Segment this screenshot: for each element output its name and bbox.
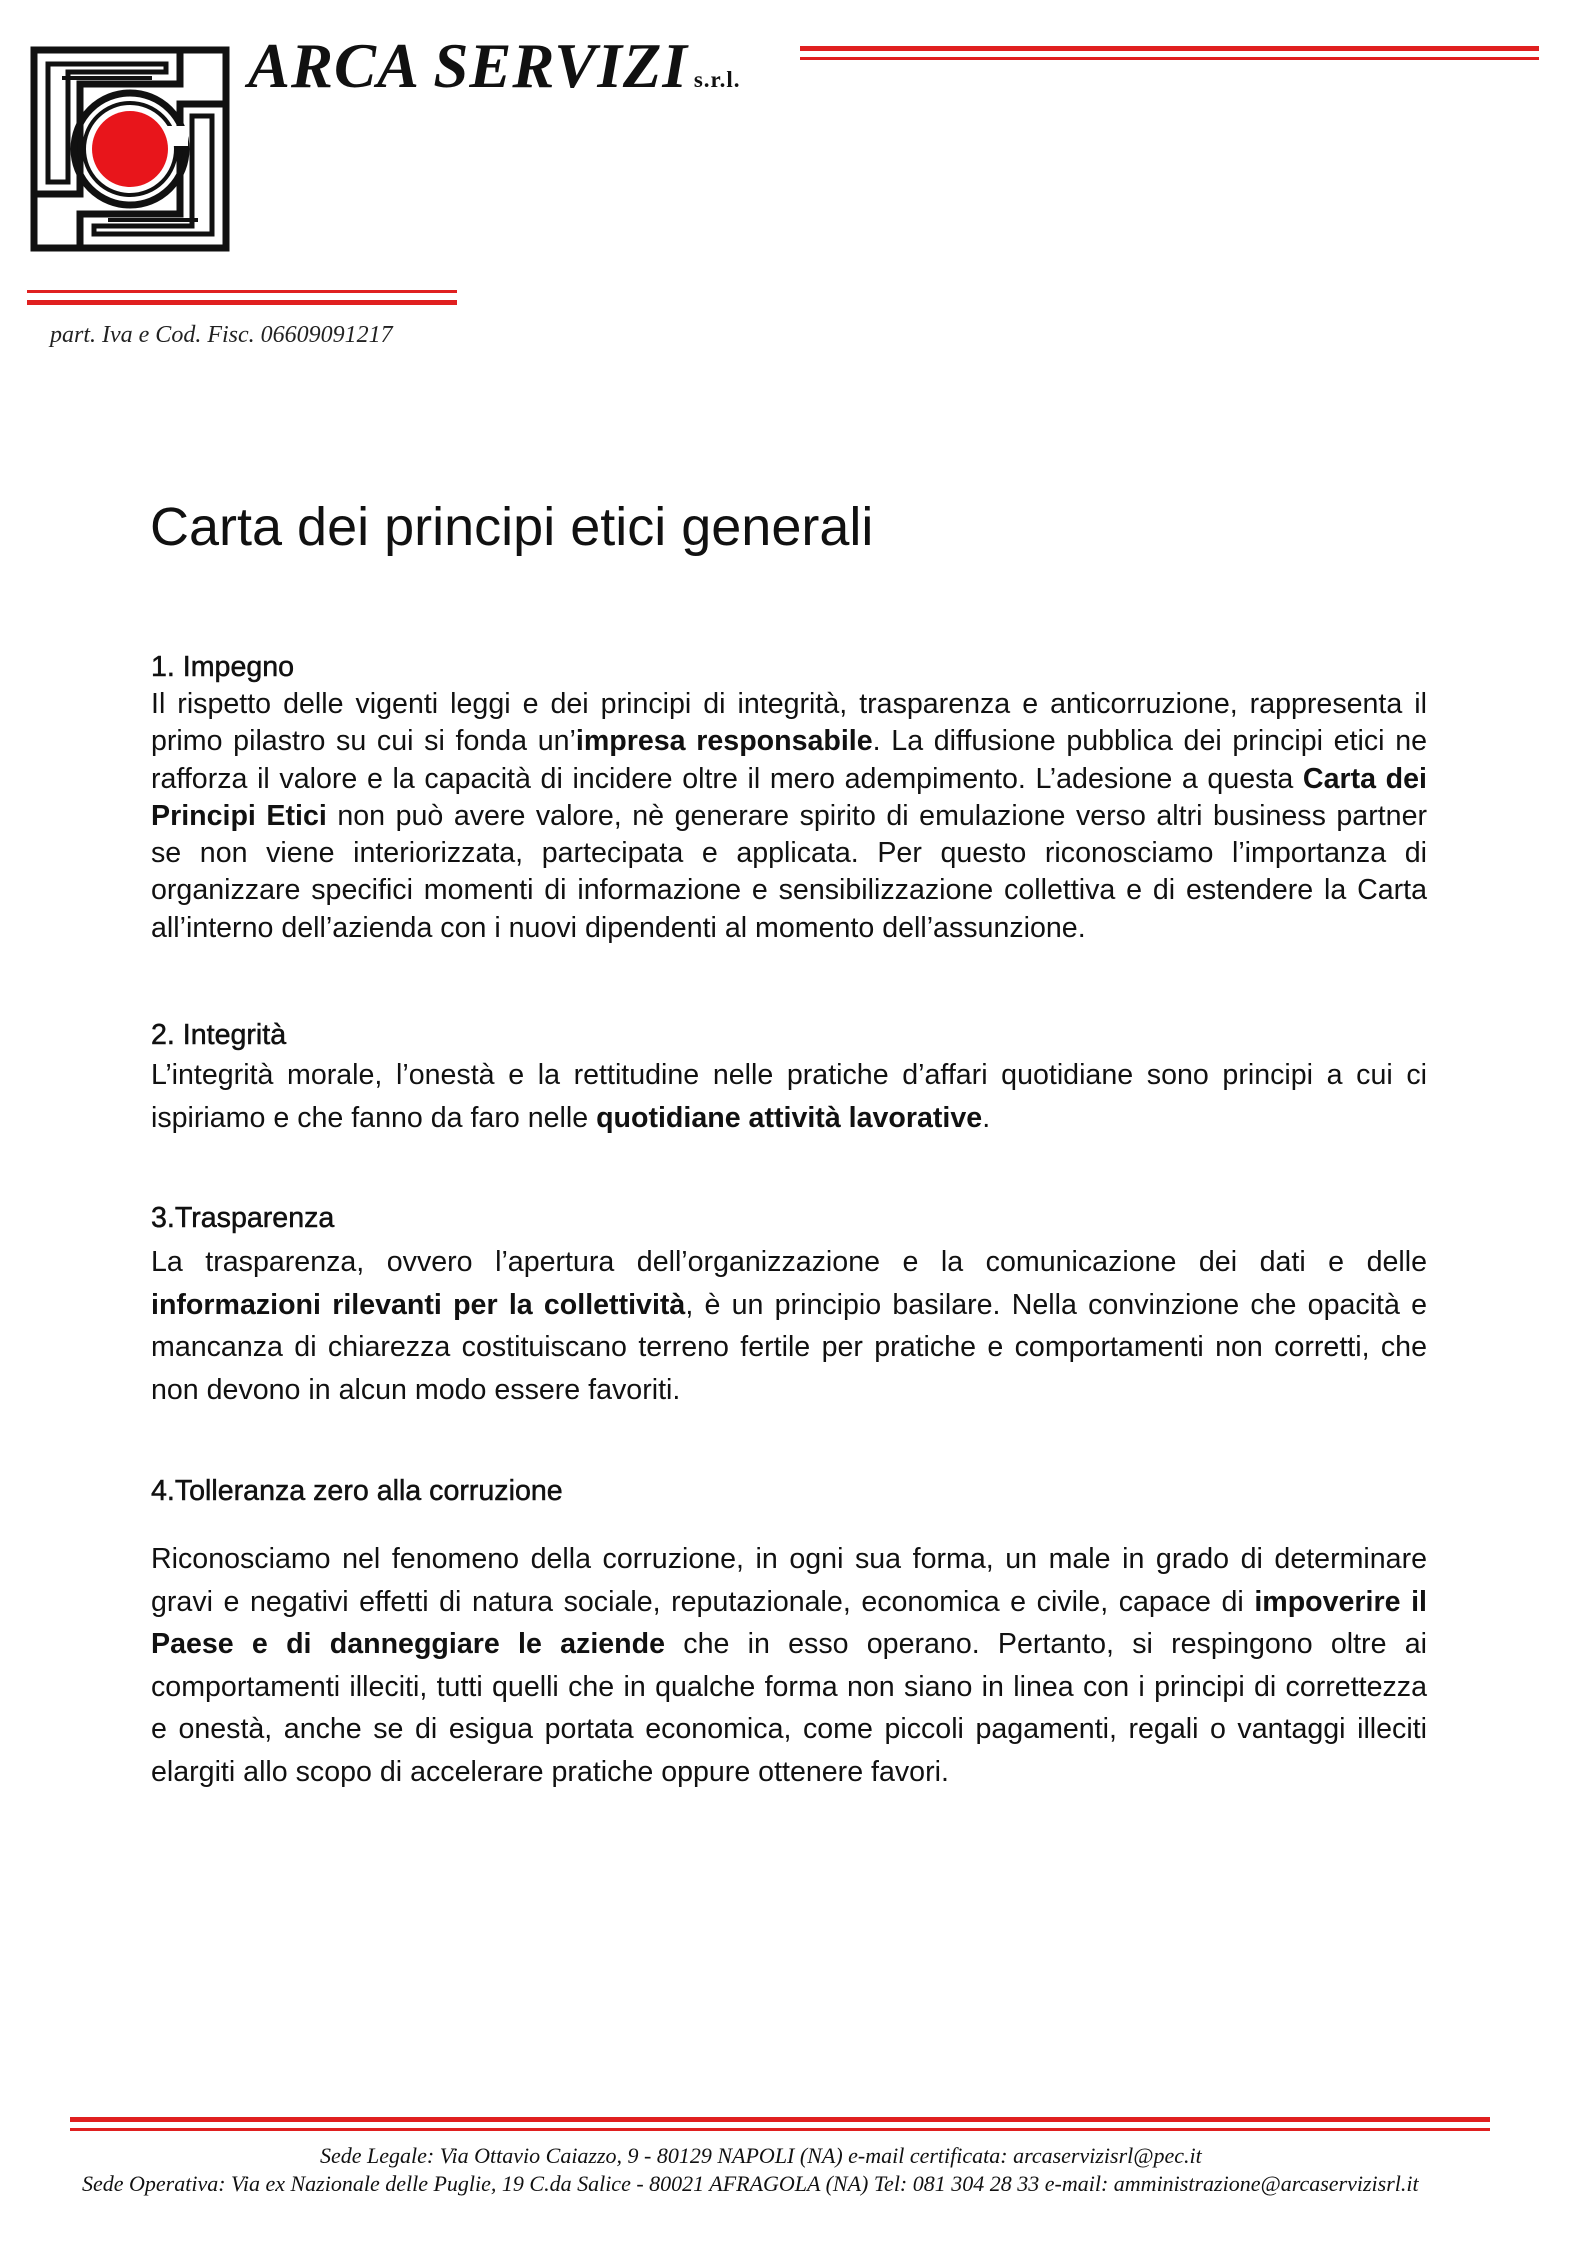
body-text: La trasparenza, ovvero l’apertura dell’organizzazione e la comunicazione dei dati e delle xyxy=(151,1246,1427,1278)
header-rule-top xyxy=(800,46,1539,60)
body-bold: impoverire il Paese e di danneggiare le aziende xyxy=(151,1585,1427,1660)
body-bold: quotidiane attività lavorative xyxy=(596,1101,983,1134)
body-text: che in esso operano. Pertanto, si respingono oltre ai comportamenti illeciti, tutti quelli che in qualche forma non siano in linea con i principi di correttezza e onestà, anche se di esigua portata economica, come piccoli pagamenti, regali o vantaggi illeciti elargiti allo scopo di accelerare pratiche oppure ottenere favori. xyxy=(151,1628,1427,1788)
section-heading: 3.Trasparenza xyxy=(151,1202,335,1234)
body-bold: Carta dei Principi Etici xyxy=(151,762,1427,832)
vat-number: part. Iva e Cod. Fisc. 06609091217 xyxy=(50,322,393,348)
section-trasparenza xyxy=(151,1199,1427,1411)
body-text: . xyxy=(982,1101,991,1134)
section-integrita xyxy=(151,1016,1427,1139)
body-text: Riconosciamo nel fenomeno della corruzione, in ogni sua forma, un male in grado di determinare gravi e negativi effetti di natura sociale, reputazionale, economica e civile, capace di xyxy=(151,1543,1427,1618)
footer-operational-address: Sede Operativa: Via ex Nazionale delle Puglie, 19 C.da Salice - 80021 AFRAGOLA (NA) Tel: 081 304 28 33 e-mail: amministrazione@arcaservizisrl.it xyxy=(82,2171,1419,2196)
section-body xyxy=(151,1538,1427,1793)
section-heading: 1. Impegno xyxy=(151,651,295,683)
company-name xyxy=(248,30,741,103)
section-body xyxy=(151,1054,1427,1139)
section-body xyxy=(151,686,1427,947)
body-text: . La diffusione pubblica dei principi etici ne rafforza il valore e la capacità di incidere oltre il mero adempimento. L’adesione a questa xyxy=(151,725,1427,795)
body-text: L’integrità morale, l’onestà e la rettitudine nelle pratiche d’affari quotidiane sono principi a cui ci ispiriamo e che fanno da faro nelle xyxy=(151,1059,1427,1134)
body-text: , è un principio basilare. Nella convinzione che opacità e mancanza di chiarezza costituiscano terreno fertile per pratiche e comportamenti non corretti, che non devono in alcun modo essere favoriti. xyxy=(151,1288,1428,1406)
company-name-text: ARCA SERVIZI xyxy=(248,31,688,101)
section-corruzione xyxy=(151,1472,1427,1793)
section-heading: 2. Integrità xyxy=(151,1019,287,1051)
header-rule-left xyxy=(27,290,457,305)
company-suffix: s.r.l. xyxy=(693,67,741,92)
section-body xyxy=(151,1241,1427,1411)
arca-logo-icon xyxy=(30,44,230,254)
footer-rule xyxy=(70,2117,1490,2131)
footer-legal-address: Sede Legale: Via Ottavio Caiazzo, 9 - 80129 NAPOLI (NA) e-mail certificata: arcaservizisrl@pec.it xyxy=(320,2143,1202,2168)
body-bold: impresa responsabile xyxy=(575,725,873,758)
body-bold: informazioni rilevanti per la collettività xyxy=(151,1288,686,1321)
body-text: non può avere valore, nè generare spirito di emulazione verso altri business partner se non viene interiorizzata, partecipata e applicata. Per questo riconosciamo l’importanza di organizzare specifici momenti di informazione e sensibilizzazione collettiva e di estendere la Carta all’interno dell’azienda con i nuovi dipendenti al momento dell’assunzione. xyxy=(151,799,1427,944)
section-impegno xyxy=(151,648,1427,947)
section-heading: 4.Tolleranza zero alla corruzione xyxy=(151,1475,563,1507)
page-title: Carta dei principi etici generali xyxy=(150,497,874,557)
body-text: Il rispetto delle vigenti leggi e dei principi di integrità, trasparenza e anticorruzione, rappresenta il primo pilastro su cui si fonda un’ xyxy=(151,688,1427,758)
